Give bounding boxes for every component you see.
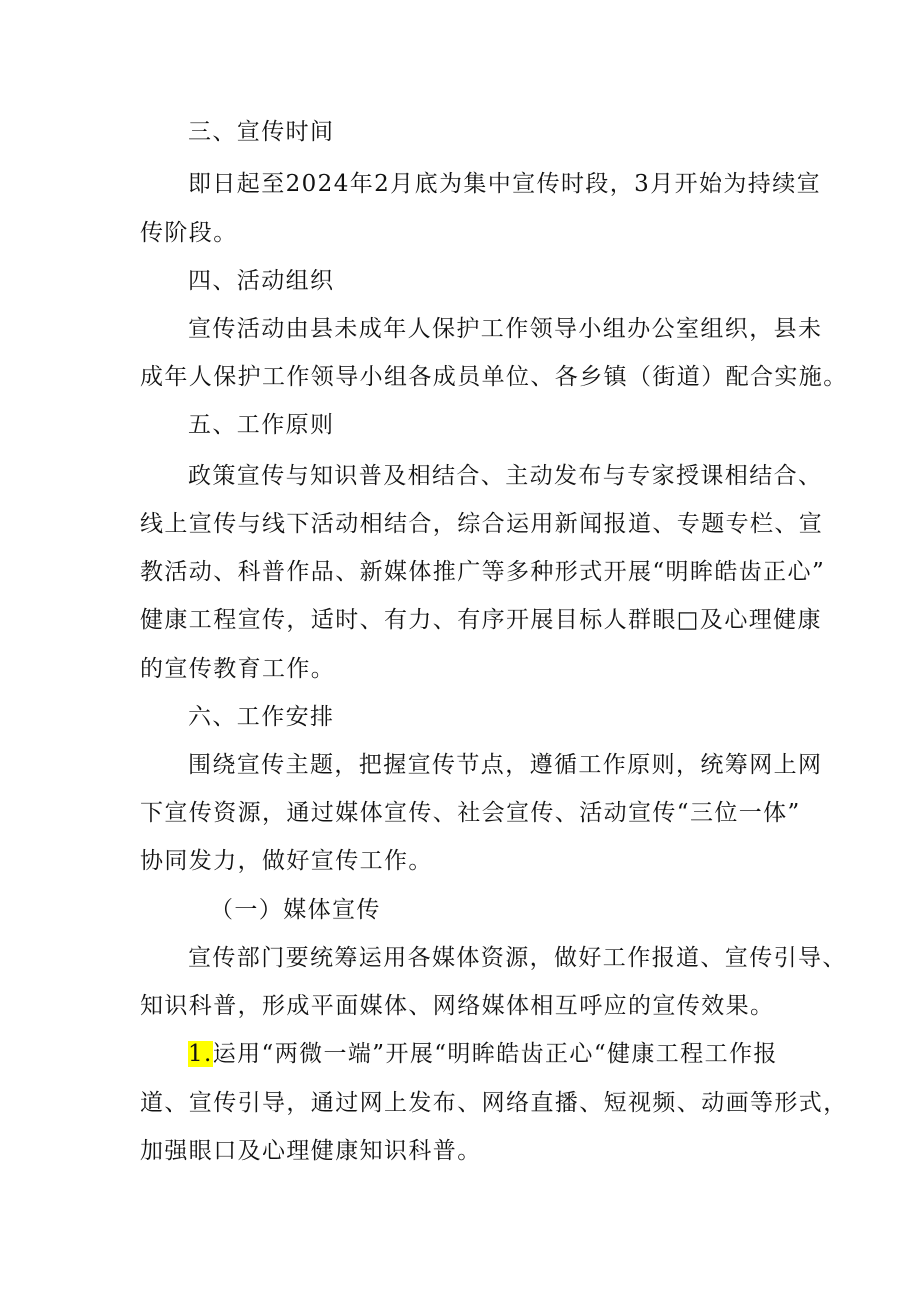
paragraph-line: 政策宣传与知识普及相结合、主动发布与专家授课相结合、 xyxy=(188,463,823,489)
highlighted-item-number: 1. xyxy=(188,1041,213,1067)
paragraph-line: 成年人保护工作领导小组各成员单位、各乡镇（街道）配合实施。 xyxy=(140,364,848,390)
paragraph-line: 知识科普，形成平面媒体、网络媒体相互呼应的宣传效果。 xyxy=(140,993,775,1019)
paragraph-line: 即日起至2024年2月底为集中宣传时段，3月开始为持续宣 xyxy=(188,171,821,197)
heading-activity-organization: 四、活动组织 xyxy=(188,268,335,294)
paragraph-line: 宣传部门要统筹运用各媒体资源，做好工作报道、宣传引导、 xyxy=(188,945,847,971)
paragraph-line: 健康工程宣传，适时、有力、有序开展目标人群眼□及心理健康 xyxy=(140,607,822,633)
paragraph-line: 加强眼口及心理健康知识科普。 xyxy=(140,1138,482,1164)
item-text: 运用“两微一端”开展“明眸皓齿正心“健康工程工作报 xyxy=(212,1041,778,1067)
heading-publicity-time: 三、宣传时间 xyxy=(188,119,335,145)
paragraph-line: 宣传活动由县未成年人保护工作领导小组办公室组织，县未 xyxy=(188,316,823,342)
paragraph-line: 协同发力，做好宣传工作。 xyxy=(140,848,433,874)
heading-work-arrangement: 六、工作安排 xyxy=(188,704,335,730)
paragraph-line: 教活动、科普作品、新媒体推广等多种形式开展“明眸皓齿正心” xyxy=(140,559,826,585)
paragraph-line: 下宣传资源，通过媒体宣传、社会宣传、活动宣传“三位一体” xyxy=(140,800,801,826)
paragraph-line: 的宣传教育工作。 xyxy=(140,656,336,682)
paragraph-line: 道、宣传引导，通过网上发布、网络直播、短视频、动画等形式， xyxy=(140,1090,848,1116)
paragraph-line: 围绕宣传主题，把握宣传节点，遵循工作原则，统筹网上网 xyxy=(188,752,823,778)
numbered-item-1 xyxy=(188,1037,778,1071)
paragraph-line: 传阶段。 xyxy=(140,220,238,246)
heading-work-principles: 五、工作原则 xyxy=(188,412,335,438)
subheading-media-publicity: （一）媒体宣传 xyxy=(210,897,381,923)
paragraph-line: 线上宣传与线下活动相结合，综合运用新闻报道、专题专栏、宣 xyxy=(140,511,824,537)
